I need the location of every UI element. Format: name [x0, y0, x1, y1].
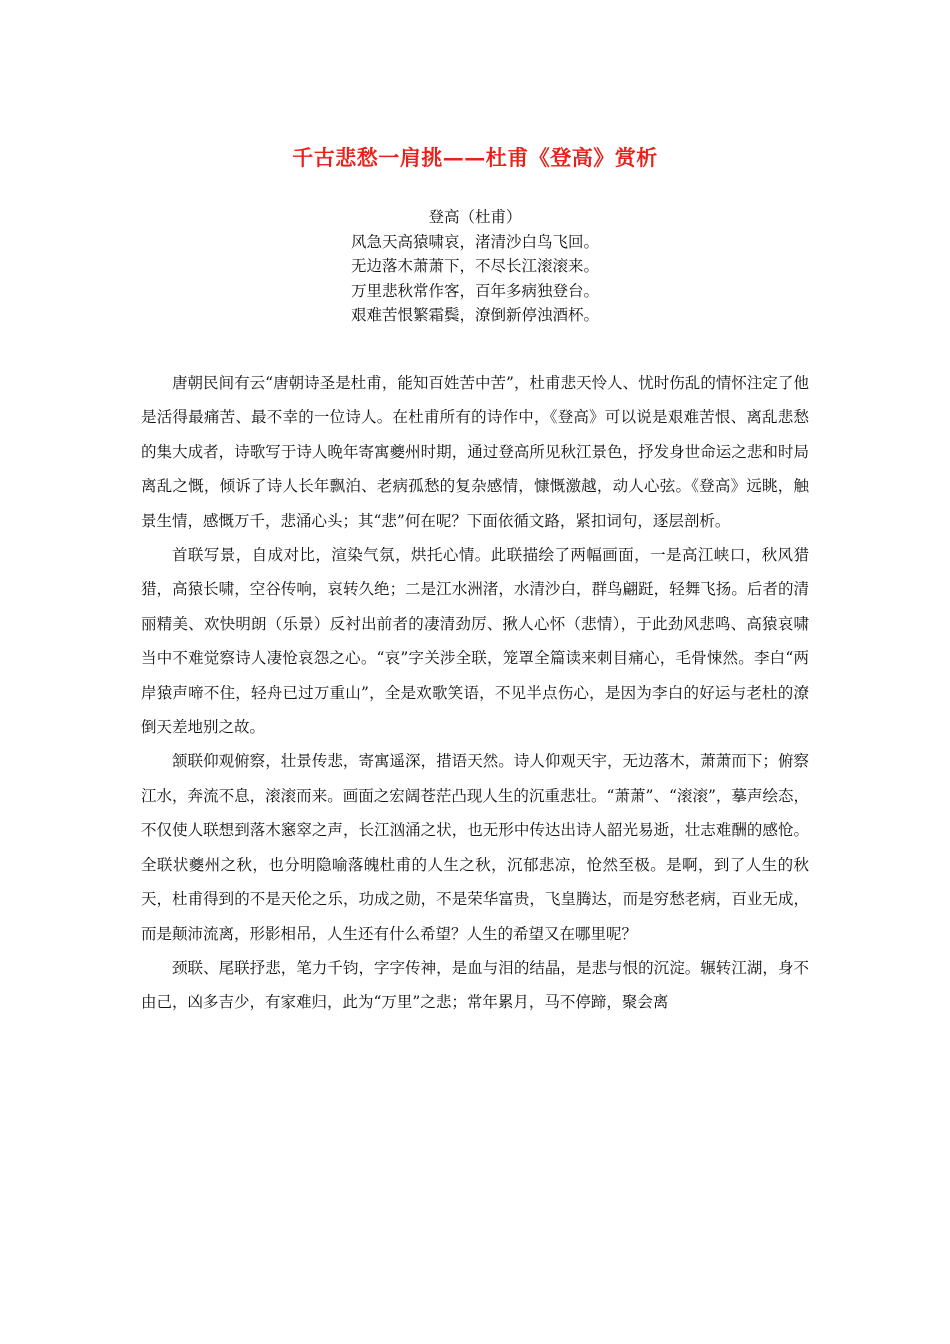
poem-line: 风急天高猿啸哀，渚清沙白鸟飞回。	[350, 232, 599, 251]
paragraph: 颈联、尾联抒悲，笔力千钧，字字传神，是血与泪的结晶，是悲与恨的沉淀。辗转江湖，身不由己，凶多吉少，有家难归，此为“万里”之悲；常年累月，马不停蹄，聚会离	[141, 958, 809, 1012]
poem-line: 万里悲秋常作客，百年多病独登台。	[350, 281, 599, 300]
poem-line: 无边落木萧萧下，不尽长江滚滚来。	[350, 257, 599, 275]
poem-heading: 登高（杜甫）	[428, 208, 522, 226]
article-body	[141, 366, 809, 1020]
paragraph: 唐朝民间有云“唐朝诗圣是杜甫，能知百姓苦中苦”，杜甫悲天怜人、忧时伤乱的情怀注定了他是活得最痛苦、最不幸的一位诗人。在杜甫所有的诗作中，《登高》可以说是艰难苦恨、离乱悲愁的集大成者，诗歌写于诗人晚年寄寓夔州时期，通过登高所见秋江景色，抒发身世命运之悲和时局离乱之慨，倾诉了诗人长年飘泊、老病孤愁的复杂感情，慷慨激越，动人心弦。《登高》远眺，触景生情，感慨万千，悲涌心头；其“悲”何在呢？下面依循文路，紧扣词句，逐层剖析。	[141, 374, 809, 530]
paragraph: 颔联仰观俯察，壮景传悲，寄寓遥深，措语天然。诗人仰观天宇，无边落木，萧萧而下；俯察江水，奔流不息，滚滚而来。画面之宏阔苍茫凸现人生的沉重悲壮。“萧萧”、“滚滚”，摹声绘态，不仅使人联想到落木窸窣之声，长江汹涌之状，也无形中传达出诗人韶光易逝，壮志难酬的感怆。全联状夔州之秋，也分明隐喻落魄杜甫的人生之秋，沉郁悲凉，怆然至极。是啊，到了人生的秋天，杜甫得到的不是天伦之乐，功成之勋，不是荣华富贵，飞皇腾达，而是穷愁老病，百业无成，而是颠沛流离，形影相吊，人生还有什么希望？人生的希望又在哪里呢？	[141, 752, 809, 943]
poem-block	[0, 205, 950, 328]
paragraph: 首联写景，自成对比，渲染气氛，烘托心情。此联描绘了两幅画面，一是高江峡口，秋风猎猎，高猿长啸，空谷传响，哀转久绝；二是江水洲渚，水清沙白，群鸟翩跹，轻舞飞扬。后者的清丽精美、欢快明朗（乐景）反衬出前者的凄清劲厉、揪人心怀（悲情），于此劲风悲鸣、高猿哀啸当中不难觉察诗人凄怆哀怨之心。“哀”字关涉全联，笼罩全篇读来刺目痛心，毛骨悚然。李白“两岸猿声啼不住，轻舟已过万重山”，全是欢歌笑语，不见半点伤心，是因为李白的好运与老杜的潦倒天差地别之故。	[141, 546, 809, 737]
article-title: 千古悲愁一肩挑——杜甫《登高》赏析	[292, 145, 658, 170]
poem-line: 艰难苦恨繁霜鬓，潦倒新停浊酒杯。	[350, 306, 599, 324]
